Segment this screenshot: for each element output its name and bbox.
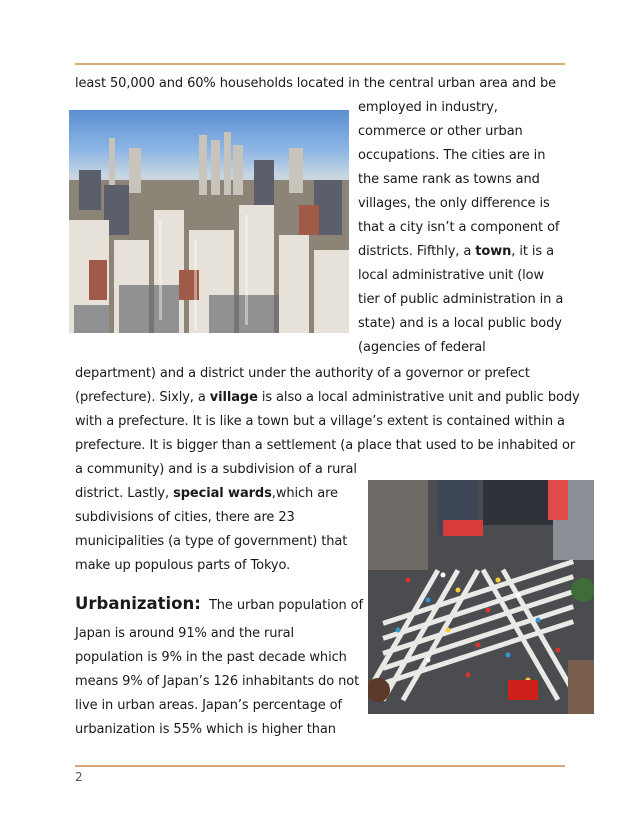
term-special-wards: special wards (173, 486, 272, 501)
top-rule (75, 63, 565, 65)
text-line: Japan is around 91% and the rural (75, 626, 295, 641)
text-line: employed in industry, (358, 100, 498, 115)
crossing-illustration (368, 480, 594, 714)
text-line: make up populous parts of Tokyo. (75, 558, 291, 573)
term-village: village (209, 390, 258, 405)
text-line: the same rank as towns and (358, 172, 540, 187)
text-line: villages, the only difference is (358, 196, 550, 211)
text-line: that a city isn’t a component of (358, 220, 560, 235)
street-crossing-photo (368, 480, 594, 714)
text-span: (prefecture). Sixly, a (75, 390, 210, 405)
text-line: state) and is a local public body (358, 316, 562, 331)
text-line: department) and a district under the authority of a governor or prefect (75, 366, 530, 381)
text-span: is also a local administrative unit and public body (257, 390, 580, 405)
text-line (75, 596, 363, 614)
text-line (75, 486, 338, 502)
text-span: , it is a (511, 244, 554, 259)
skyline-illustration (69, 110, 349, 333)
bottom-rule (75, 765, 565, 767)
text-line: municipalities (a type of government) that (75, 534, 348, 549)
text-line: local administrative unit (low (358, 268, 545, 283)
text-line: a community) and is a subdivision of a rural (75, 462, 357, 477)
text-line: (agencies of federal (358, 340, 486, 355)
page-number: 2 (75, 770, 83, 784)
text-span: districts. Fifthly, a (358, 244, 476, 259)
term-town: town (475, 244, 512, 259)
text-line: occupations. The cities are in (358, 148, 546, 163)
text-span: ,which are (271, 486, 338, 501)
text-span: The urban population of (208, 598, 363, 613)
section-heading: Urbanization: (75, 594, 201, 613)
text-line: subdivisions of cities, there are 23 (75, 510, 295, 525)
text-line: means 9% of Japan’s 126 inhabitants do not (75, 674, 360, 689)
text-line: prefecture. It is bigger than a settlement (a place that used to be inhabited or (75, 438, 576, 453)
text-line (358, 244, 554, 260)
text-line: with a prefecture. It is like a town but a village’s extent is contained within a (75, 414, 565, 429)
text-line: urbanization is 55% which is higher than (75, 722, 336, 737)
text-line: least 50,000 and 60% households located in the central urban area and be (75, 76, 557, 91)
text-line: live in urban areas. Japan’s percentage of (75, 698, 342, 713)
text-line: commerce or other urban (358, 124, 523, 139)
text-line: tier of public administration in a (358, 292, 564, 307)
text-line: population is 9% in the past decade which (75, 650, 347, 665)
text-line (75, 390, 580, 406)
text-span: district. Lastly, (75, 486, 174, 501)
city-skyline-photo (69, 110, 349, 333)
